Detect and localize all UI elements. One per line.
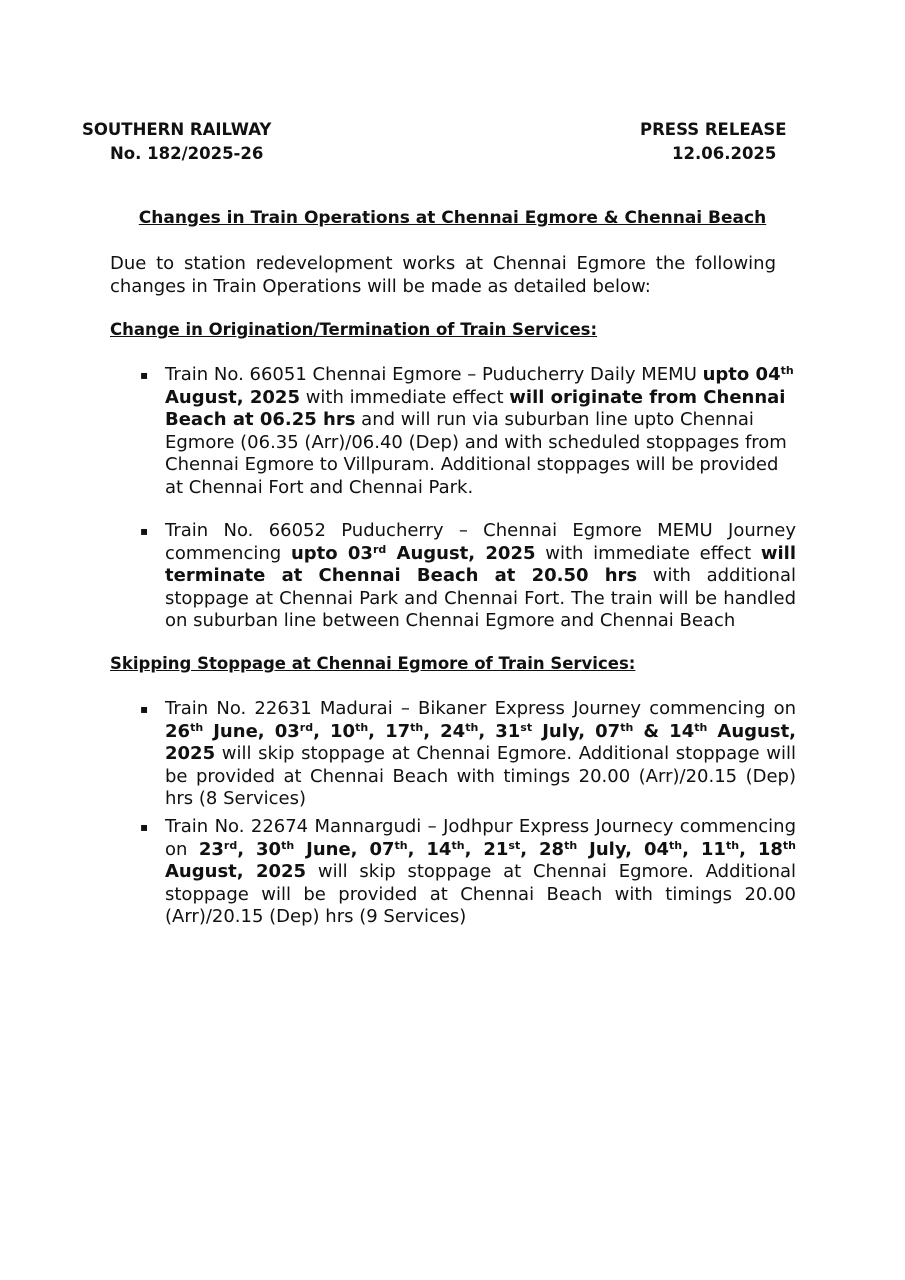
date-ordinal: th <box>782 838 797 852</box>
date-separator: & <box>633 720 670 742</box>
date-ordinal: st <box>508 838 521 852</box>
date-day: 04 <box>643 838 670 860</box>
date-separator: , <box>423 720 441 742</box>
header-left <box>82 118 271 166</box>
date-ordinal: th <box>694 720 708 734</box>
date-day: 21 <box>483 838 509 860</box>
date-ordinal: th <box>355 720 369 734</box>
section-heading-origination: Change in Origination/Termination of Train Services: <box>110 320 598 339</box>
date-ordinal: th <box>620 720 634 734</box>
date-ordinal: th <box>190 720 204 734</box>
date-day: 18 <box>757 838 783 860</box>
date-day: 14 <box>669 720 695 742</box>
date-day: 17 <box>385 720 411 742</box>
item-text: with immediate effect <box>535 542 761 564</box>
item-text: with additional stoppage at Chennai Park and Chennai Fort. The train will be handled on suburban line between Chennai Egmore and Chennai Beach <box>165 565 796 631</box>
section-heading-skipping: Skipping Stoppage at Chennai Egmore of Train Services: <box>110 654 636 673</box>
item-text: and will run via suburban line upto Chennai Egmore (06.35 (Arr)/06.40 (Dep) and with scheduled stoppages from Chennai Egmore to Villpuram. Additional stoppages will be provided at Chennai Fort and Chennai Park. <box>165 409 787 498</box>
bullet-icon: ▪ <box>140 368 149 382</box>
item-bold: will originate from Chennai Beach at 06.25 hrs <box>165 386 786 430</box>
release-number: No. 182/2025-26 <box>110 144 264 163</box>
item-text: will skip stoppage at Chennai Egmore. Additional stoppage will be provided at Chennai Beach with timings 20.00 (Arr)/20.15 (Dep) hrs (8 Services) <box>165 743 796 809</box>
list-item <box>140 364 796 499</box>
date-ordinal: th <box>669 838 683 852</box>
item-sup: th <box>780 364 794 377</box>
date-ordinal: th <box>281 838 295 852</box>
date-separator: August, 2025 <box>165 861 307 882</box>
list-item <box>140 698 797 811</box>
date-ordinal: th <box>394 838 408 852</box>
date-day: 30 <box>256 838 282 860</box>
date-day: 07 <box>595 720 621 742</box>
date-day: 28 <box>539 838 565 860</box>
release-date: 12.06.2025 <box>672 144 777 163</box>
item-bold: upto 04 <box>702 364 781 385</box>
header-right <box>640 118 787 166</box>
date-separator: , <box>739 838 758 860</box>
item-text: Train No. 22631 Madurai – Bikaner Express Journey commencing on <box>165 698 796 719</box>
date-ordinal: th <box>725 838 740 852</box>
date-day: 26 <box>165 720 191 742</box>
date-day: 14 <box>426 838 452 860</box>
date-separator: , <box>313 720 330 742</box>
date-day: 23 <box>198 838 224 860</box>
page-title: Changes in Train Operations at Chennai Egmore & Chennai Beach <box>138 208 767 228</box>
item-text: with immediate effect <box>299 386 510 408</box>
date-day: 24 <box>440 720 466 742</box>
item-bold: will terminate at Chennai Beach at 20.50 hrs <box>165 542 797 586</box>
date-separator: July, <box>532 720 596 742</box>
date-ordinal: th <box>465 720 479 734</box>
bullet-icon: ▪ <box>140 524 149 538</box>
date-ordinal: th <box>451 838 465 852</box>
date-day: 11 <box>700 838 726 860</box>
date-separator: , <box>478 720 496 742</box>
date-ordinal: rd <box>299 720 314 734</box>
date-separator: , <box>520 838 540 860</box>
item-bold: August, 2025 <box>165 386 300 408</box>
date-day: 03 <box>274 720 300 742</box>
date-day: 31 <box>495 720 521 742</box>
date-day: 10 <box>330 720 356 742</box>
item-text: will skip stoppage at Chennai Egmore. Additional stoppage will be provided at Chennai Beach with timings 20.00 (Arr)/20.15 (Dep) hrs (9 Services) <box>165 861 797 927</box>
item-bold: upto 03 <box>290 542 373 564</box>
date-separator: , <box>682 838 701 860</box>
bullet-icon: ▪ <box>140 702 149 716</box>
date-separator: June, <box>294 838 370 860</box>
item-text: Train No. 22674 Mannargudi – Jodhpur Express Journecy commencing on <box>165 816 796 860</box>
date-separator: July, <box>577 838 644 860</box>
item-text: Train No. 66052 Puducherry – Chennai Egmore MEMU Journey commencing <box>165 520 796 564</box>
date-separator: June, <box>203 720 275 742</box>
list-item <box>140 816 797 929</box>
item-sup: rd <box>372 542 387 556</box>
bullet-icon: ▪ <box>140 820 149 834</box>
date-ordinal: st <box>520 720 533 734</box>
date-separator: , <box>237 838 257 860</box>
date-ordinal: th <box>410 720 424 734</box>
date-separator: , <box>368 720 386 742</box>
date-separator: August, 2025 <box>165 720 797 764</box>
list-item <box>140 520 797 633</box>
org-name: SOUTHERN RAILWAY <box>82 120 272 139</box>
date-separator: , <box>407 838 427 860</box>
intro-paragraph: Due to station redevelopment works at Chennai Egmore the following changes in Train Operations will be made as detailed below: <box>110 253 776 297</box>
date-separator: , <box>464 838 484 860</box>
date-day: 07 <box>369 838 395 860</box>
item-bold: August, 2025 <box>386 542 536 564</box>
date-ordinal: rd <box>223 838 238 852</box>
date-ordinal: th <box>564 838 578 852</box>
item-text: Train No. 66051 Chennai Egmore – Puducherry Daily MEMU <box>165 364 703 385</box>
doc-type: PRESS RELEASE <box>640 120 787 139</box>
